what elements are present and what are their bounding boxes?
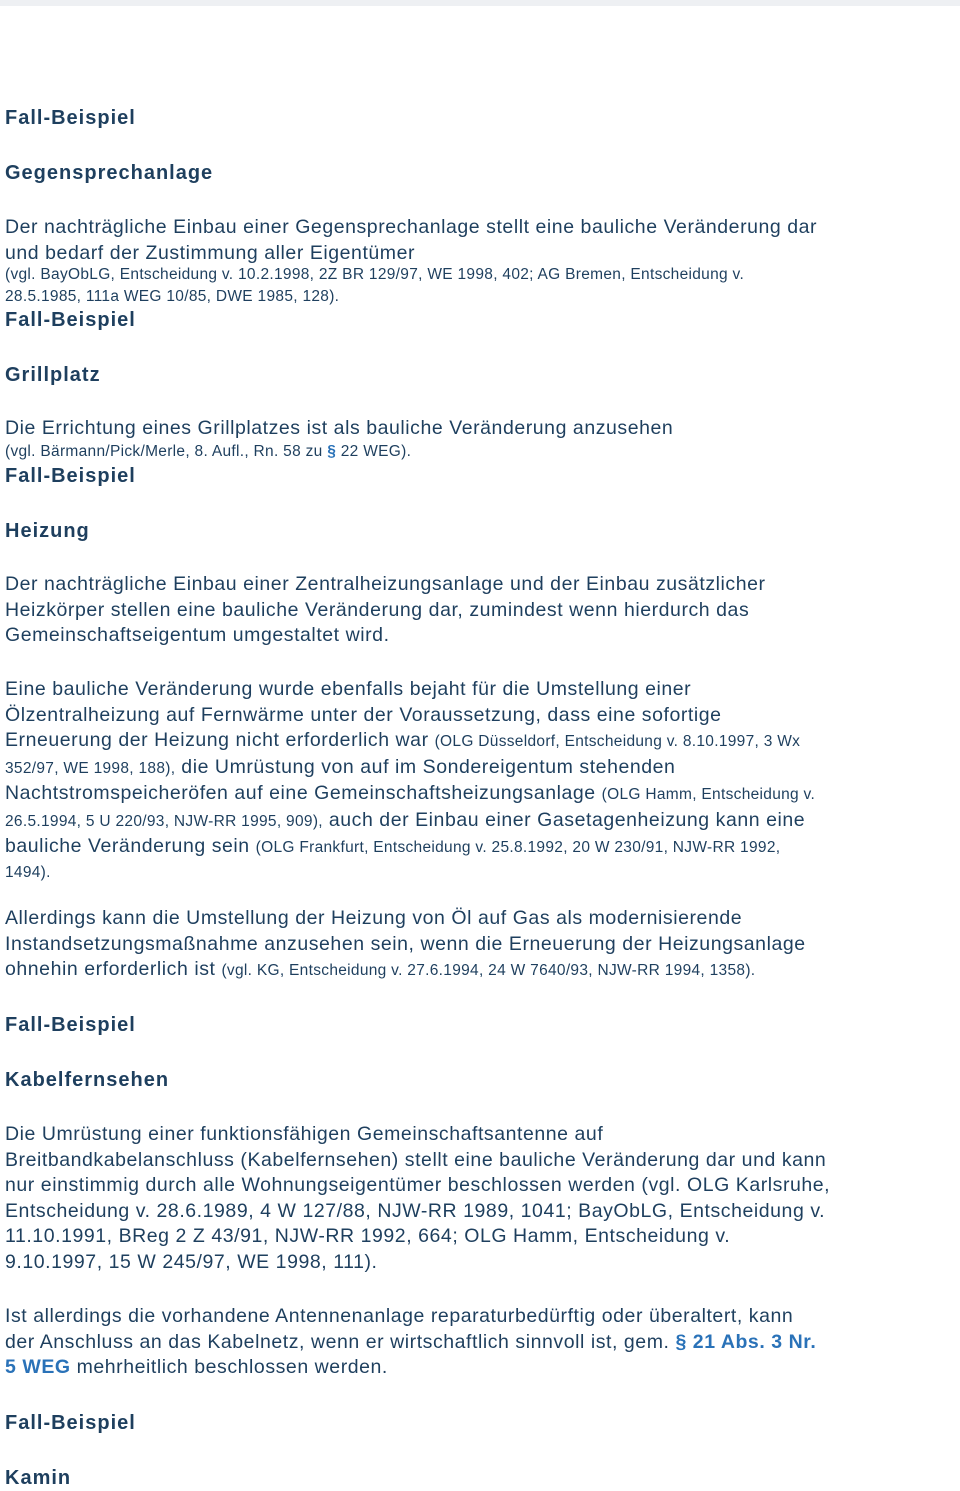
body-text: die Umrüstung von auf im Sondereigentum stehenden bbox=[181, 755, 676, 778]
section-heading: Heizung bbox=[5, 520, 90, 542]
body-line: Eine bauliche Veränderung wurde ebenfalls bejaht für die Umstellung einer bbox=[5, 678, 692, 700]
section-heading: Gegensprechanlage bbox=[5, 162, 214, 184]
section-heading: Grillplatz bbox=[5, 364, 101, 386]
body-line: Allerdings kann die Umstellung der Heizung von Öl auf Gas als modernisierende bbox=[5, 907, 743, 929]
body-line: Der nachträgliche Einbau einer Zentralheizungsanlage und der Einbau zusätzlicher bbox=[5, 573, 766, 595]
body-line: Heizkörper stellen eine bauliche Veränderung dar, zumindest wenn hierdurch das bbox=[5, 598, 750, 621]
body-line: 9.10.1997, 15 W 245/97, WE 1998, 111). bbox=[5, 1250, 378, 1273]
body-text: Erneuerung der Heizung nicht erforderlich war bbox=[5, 729, 429, 751]
body-line bbox=[5, 957, 806, 984]
citation bbox=[5, 441, 411, 463]
section-body bbox=[5, 215, 817, 266]
section-label: Fall-Beispiel bbox=[5, 1412, 136, 1434]
section-paragraph bbox=[5, 1304, 816, 1381]
paragraph-link[interactable]: § bbox=[327, 443, 337, 460]
inline-citation: 26.5.1994, 5 U 220/93, NJW-RR 1995, 909), bbox=[5, 812, 323, 830]
section-paragraph bbox=[5, 572, 766, 649]
page-top-edge bbox=[0, 0, 960, 6]
body-text: Nachtstromspeicheröfen auf eine Gemeinschaftsheizungsanlage bbox=[5, 782, 596, 804]
inline-citation: (OLG Hamm, Entscheidung v. bbox=[601, 786, 816, 803]
body-text: der Anschluss an das Kabelnetz, wenn er wirtschaftlich sinnvoll ist, gem. bbox=[5, 1330, 670, 1353]
law-reference-link[interactable]: § 21 Abs. 3 Nr. bbox=[675, 1330, 817, 1353]
section-label: Fall-Beispiel bbox=[5, 309, 136, 331]
body-line: Entscheidung v. 28.6.1989, 4 W 127/88, NJW-RR 1989, 1041; BayObLG, Entscheidung v. bbox=[5, 1199, 826, 1222]
body-text: ohnehin erforderlich ist bbox=[5, 958, 216, 980]
body-line: Instandsetzungsmaßnahme anzusehen sein, wenn die Erneuerung der Heizungsanlage bbox=[5, 932, 806, 955]
citation-text: 22 WEG). bbox=[340, 443, 412, 460]
section-paragraph bbox=[5, 677, 815, 883]
body-line bbox=[5, 1330, 816, 1356]
inline-citation: (OLG Frankfurt, Entscheidung v. 25.8.1992, 20 W 230/91, NJW-RR 1992, bbox=[255, 839, 781, 856]
citation-line: (vgl. BayObLG, Entscheidung v. 10.2.1998, 2Z BR 129/97, WE 1998, 402; AG Bremen, Entscheidung v. bbox=[5, 266, 745, 283]
body-line bbox=[5, 728, 815, 755]
body-line bbox=[5, 861, 815, 883]
body-line: Die Umrüstung einer funktionsfähigen Gemeinschaftsantenne auf bbox=[5, 1123, 604, 1145]
section-paragraph bbox=[5, 906, 806, 984]
body-line bbox=[5, 834, 815, 861]
body-text: bauliche Veränderung sein bbox=[5, 835, 250, 857]
body-line: 11.10.1991, BReg 2 Z 43/91, NJW-RR 1992, 664; OLG Hamm, Entscheidung v. bbox=[5, 1225, 731, 1247]
citation-text: (vgl. Bärmann/Pick/Merle, 8. Aufl., Rn. 58 zu bbox=[5, 443, 323, 460]
body-line: und bedarf der Zustimmung aller Eigentümer bbox=[5, 241, 416, 264]
body-line bbox=[5, 781, 815, 808]
section-label: Fall-Beispiel bbox=[5, 1014, 136, 1036]
body-text: mehrheitlich beschlossen werden. bbox=[76, 1356, 388, 1378]
inline-citation: (OLG Düsseldorf, Entscheidung v. 8.10.1997, 3 Wx bbox=[434, 733, 801, 750]
body-line: Ist allerdings die vorhandene Antennenanlage reparaturbedürftig oder überaltert, kann bbox=[5, 1305, 794, 1327]
section-heading: Kamin bbox=[5, 1467, 72, 1489]
body-line: Gemeinschaftseigentum umgestaltet wird. bbox=[5, 624, 390, 646]
body-line: Die Errichtung eines Grillplatzes ist als bauliche Veränderung anzusehen bbox=[5, 417, 674, 439]
body-line: nur einstimmig durch alle Wohnungseigentümer beschlossen werden (vgl. OLG Karlsruhe, bbox=[5, 1174, 831, 1196]
law-reference-link[interactable]: 5 WEG bbox=[5, 1356, 71, 1378]
section-heading: Kabelfernsehen bbox=[5, 1069, 170, 1091]
section-body bbox=[5, 416, 673, 442]
inline-citation: (vgl. KG, Entscheidung v. 27.6.1994, 24 W 7640/93, NJW-RR 1994, 1358). bbox=[221, 962, 756, 979]
body-line: Ölzentralheizung auf Fernwärme unter der Voraussetzung, dass eine sofortige bbox=[5, 703, 722, 726]
citation bbox=[5, 264, 744, 308]
body-line bbox=[5, 808, 815, 835]
body-line: Breitbandkabelanschluss (Kabelfernsehen) stellt eine bauliche Veränderung dar und kann bbox=[5, 1148, 827, 1171]
section-label: Fall-Beispiel bbox=[5, 465, 136, 487]
inline-citation: 1494). bbox=[5, 863, 51, 881]
body-line bbox=[5, 1355, 816, 1381]
body-text: auch der Einbau einer Gasetagenheizung kann eine bbox=[328, 808, 806, 831]
inline-citation: 352/97, WE 1998, 188), bbox=[5, 759, 176, 777]
body-line: Der nachträgliche Einbau einer Gegensprechanlage stellt eine bauliche Veränderung dar bbox=[5, 216, 818, 238]
section-label: Fall-Beispiel bbox=[5, 107, 136, 129]
citation-line: 28.5.1985, 111a WEG 10/85, DWE 1985, 128). bbox=[5, 288, 340, 305]
section-paragraph bbox=[5, 1122, 830, 1275]
body-line bbox=[5, 755, 815, 782]
